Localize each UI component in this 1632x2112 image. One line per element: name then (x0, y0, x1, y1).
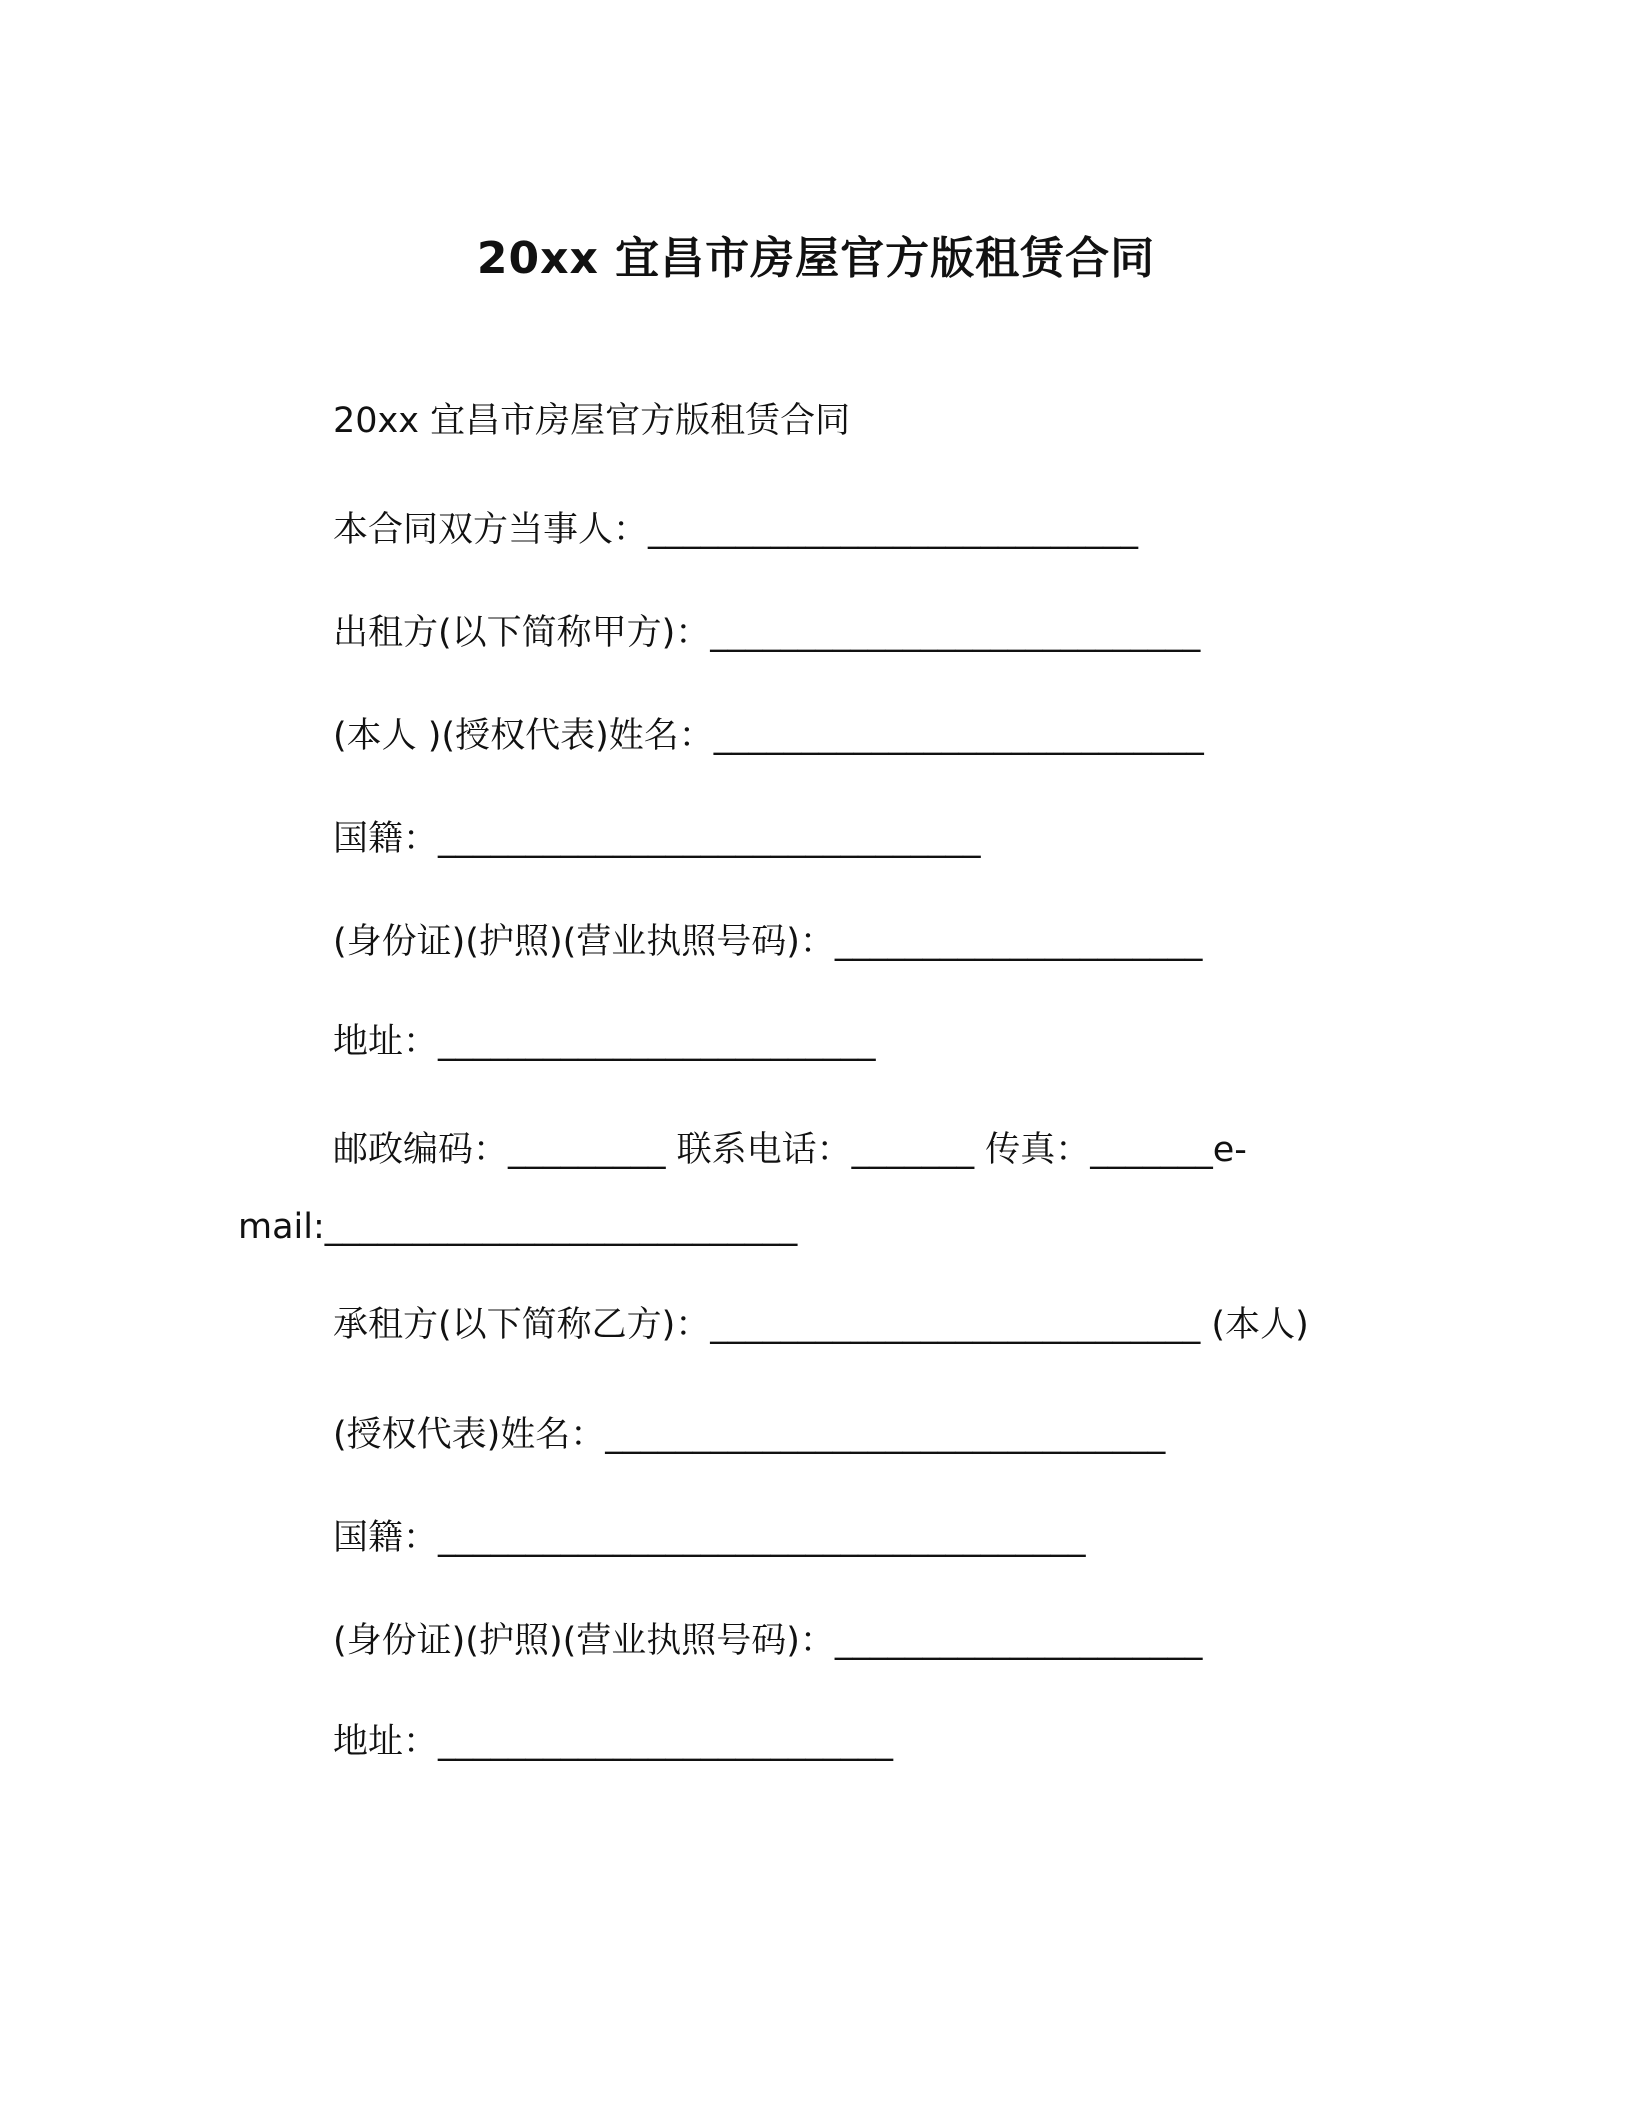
lessee-nationality-line: 国籍：_____________________________________ (333, 1518, 1086, 1558)
document-title: 20xx 宜昌市房屋官方版租赁合同 (476, 233, 1156, 284)
lessor-contact-line: 邮政编码：_________ 联系电话：_______ 传真：_______e- (333, 1130, 1247, 1170)
lessee-id-number-line: (身份证)(护照)(营业执照号码)：_____________________ (333, 1621, 1203, 1661)
lessor-representative-name-line: (本人 )(授权代表)姓名：____________________________ (333, 716, 1204, 756)
lessor-line: 出租方(以下简称甲方)：____________________________ (333, 613, 1201, 653)
lessee-line: 承租方(以下简称乙方)：____________________________ (本人) (333, 1305, 1309, 1345)
lessor-id-number-line: (身份证)(护照)(营业执照号码)：_____________________ (333, 922, 1203, 962)
lessee-representative-name-line: (授权代表)姓名：________________________________ (333, 1415, 1166, 1455)
lessor-address-line: 地址：_________________________ (333, 1022, 876, 1062)
parties-line: 本合同双方当事人：____________________________ (333, 510, 1139, 550)
lessor-email-line: mail:___________________________ (238, 1207, 798, 1247)
lessee-address-line: 地址：__________________________ (333, 1722, 894, 1762)
subtitle-line: 20xx 宜昌市房屋官方版租赁合同 (333, 401, 851, 441)
lessor-nationality-line: 国籍：_______________________________ (333, 819, 981, 859)
